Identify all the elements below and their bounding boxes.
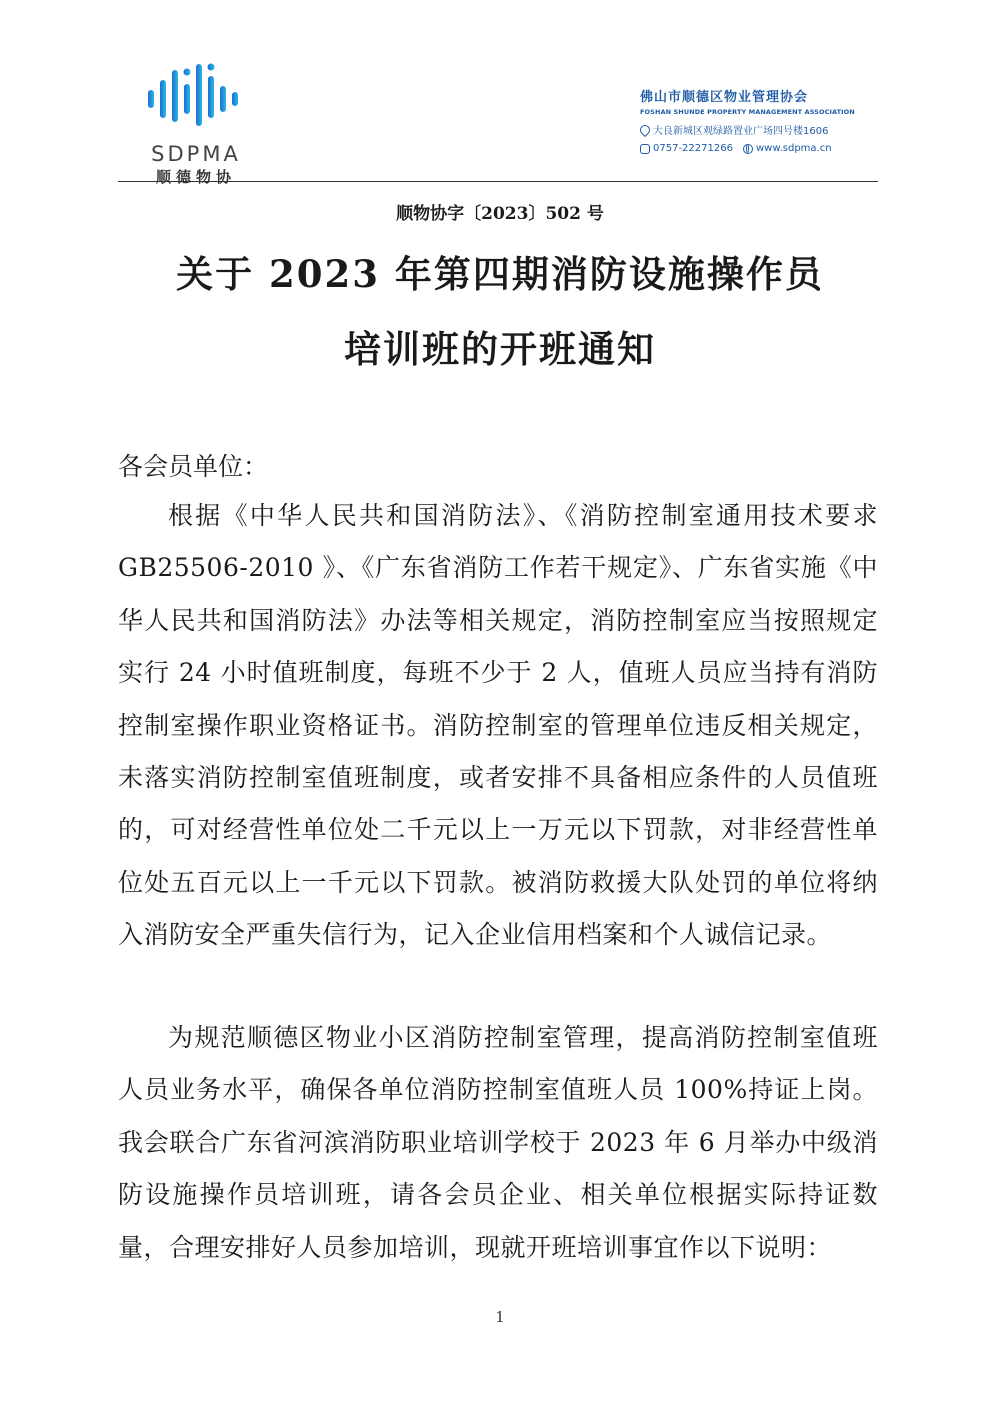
organization-info <box>640 86 880 154</box>
document-title-line-1: 关于 2023 年第四期消防设施操作员 <box>176 252 824 296</box>
document-title-line-2: 培训班的开班通知 <box>344 327 656 371</box>
page-number: 1 <box>495 1308 505 1326</box>
body-paragraph-1: 根据《中华人民共和国消防法》、《消防控制室通用技术要求 GB25506-2010 》、《广东省消防工作若干规定》、广东省实施《中华人民共和国消防法》办法等相关规定，消防控制室应当按照规定实行 24 小时值班制度，每班不少于 2 人，值班人员应当持有消防控制室操作职业资格证书。消防控制室的管理单位违反相关规定，未落实消防控制室值班制度，或者安排不具备相应条件的人员值班的，可对经营性单位处二千元以上一万元以下罚款，对非经营性单位处五百元以上一千元以下罚款。被消防救援大队处罚的单位将纳入消防安全严重失信行为，记入企业信用档案和个人诚信记录。 <box>118 501 878 950</box>
org-name-chinese: 佛山市顺德区物业管理协会 <box>640 90 809 105</box>
org-website[interactable]: www.sdpma.cn <box>755 143 832 154</box>
org-phone: 0757-22271266 <box>653 143 733 154</box>
sound-wave-logo-icon <box>146 62 246 142</box>
org-address-line <box>640 122 880 137</box>
org-contact-line <box>640 143 880 154</box>
phone-icon <box>640 144 650 154</box>
globe-icon <box>743 144 753 154</box>
salutation: 各会员单位： <box>118 452 269 481</box>
body-paragraph-2: 为规范顺德区物业小区消防控制室管理，提高消防控制室值班人员业务水平，确保各单位消防控制室值班人员 100%持证上岗。我会联合广东省河滨消防职业培训学校于 2023 年 6 月举办中级消防设施操作员培训班，请各会员企业、相关单位根据实际持证数量，合理安排好人员参加培训，现就开班培训事宜作以下说明： <box>118 1023 878 1262</box>
org-address: 大良新城区观绿路置业广场四号楼1606 <box>653 126 829 137</box>
logo-text: SDPMA <box>151 142 241 166</box>
org-name-english: FOSHAN SHUNDE PROPERTY MANAGEMENT ASSOCIATION <box>640 108 855 116</box>
logo-subtitle: 顺德物协 <box>155 168 236 186</box>
document-number: 顺物协字〔2023〕502 号 <box>396 204 604 224</box>
header-divider <box>118 181 878 182</box>
location-pin-icon <box>638 122 652 136</box>
association-logo <box>118 62 278 187</box>
